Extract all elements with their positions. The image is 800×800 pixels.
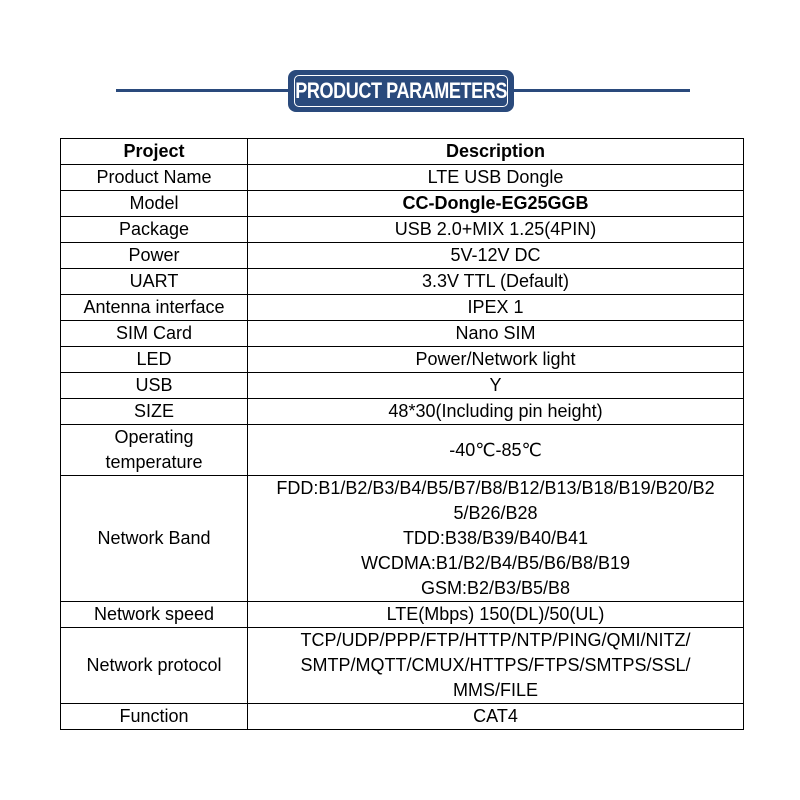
row-value — [248, 217, 744, 243]
row-value-text: 48*30(Including pin height) — [388, 401, 603, 421]
row-label — [61, 476, 248, 602]
row-value-text: LTE(Mbps) 150(DL)/50(UL) — [386, 604, 605, 624]
row-value-text: LTE USB Dongle — [427, 167, 564, 187]
model-value-text: CC-Dongle-EG25GGB — [402, 193, 589, 213]
column-header-project: Project — [61, 139, 248, 165]
table-row — [61, 295, 744, 321]
row-value — [248, 269, 744, 295]
row-label-text: Network speed — [93, 604, 215, 624]
row-value-text: FDD:B1/B2/B3/B4/B5/B7/B8/B12/B13/B18/B19/B20/B2 — [276, 478, 715, 498]
row-label-text: Network protocol — [86, 655, 222, 675]
row-label — [61, 321, 248, 347]
row-value-text: Y — [489, 375, 502, 395]
row-label-text: SIZE — [133, 401, 174, 421]
row-value — [248, 295, 744, 321]
table-row — [61, 628, 744, 704]
row-value-text: Nano SIM — [455, 323, 536, 343]
row-label-text: USB — [135, 375, 173, 395]
table-row — [61, 704, 744, 730]
header-badge-frame — [294, 75, 508, 107]
table-row — [61, 347, 744, 373]
row-label-text: Product Name — [96, 167, 212, 187]
row-value-text: CAT4 — [473, 706, 518, 726]
row-value — [248, 628, 744, 704]
table-row — [61, 243, 744, 269]
row-label — [61, 628, 248, 704]
row-label — [61, 347, 248, 373]
row-label — [61, 191, 248, 217]
row-value — [248, 425, 744, 476]
row-label — [61, 243, 248, 269]
row-value — [248, 243, 744, 269]
row-label — [61, 425, 248, 476]
row-value-text: TCP/UDP/PPP/FTP/HTTP/NTP/PING/QMI/NITZ/ — [300, 630, 691, 650]
row-value — [248, 191, 744, 217]
page-title: PRODUCT PARAMETERS — [295, 78, 507, 103]
row-value — [248, 399, 744, 425]
row-value — [248, 704, 744, 730]
row-value-text: 5V-12V DC — [450, 245, 541, 265]
table-row — [61, 425, 744, 476]
table-row — [61, 217, 744, 243]
row-value — [248, 347, 744, 373]
row-label-text: Model — [129, 193, 179, 213]
table-row — [61, 373, 744, 399]
row-value-text: 3.3V TTL (Default) — [421, 271, 570, 291]
table-row — [61, 269, 744, 295]
column-header-description: Description — [248, 139, 744, 165]
row-value — [248, 602, 744, 628]
row-label — [61, 269, 248, 295]
row-label-text: Network Band — [97, 528, 211, 548]
row-label — [61, 217, 248, 243]
row-value — [248, 321, 744, 347]
row-label — [61, 704, 248, 730]
row-value — [248, 165, 744, 191]
row-value-text: WCDMA:B1/B2/B4/B5/B6/B8/B19 — [360, 553, 631, 573]
row-label-text: Power — [128, 245, 180, 265]
header-divider-left — [116, 89, 300, 92]
row-label — [61, 295, 248, 321]
row-value-text: Power/Network light — [415, 349, 576, 369]
row-label — [61, 602, 248, 628]
row-label-text: Operating — [114, 427, 194, 447]
row-label — [61, 165, 248, 191]
row-value-text: IPEX 1 — [467, 297, 524, 317]
table-row — [61, 321, 744, 347]
table-row — [61, 191, 744, 217]
row-label-text: LED — [136, 349, 172, 369]
table-row — [61, 399, 744, 425]
table-row — [61, 165, 744, 191]
header-badge — [288, 70, 514, 112]
row-value — [248, 373, 744, 399]
row-value-text: MMS/FILE — [452, 680, 538, 700]
row-label-text: temperature — [105, 452, 203, 472]
row-label-text: Function — [119, 706, 189, 726]
header-divider-right — [502, 89, 690, 92]
row-label — [61, 399, 248, 425]
table-row — [61, 476, 744, 602]
table-header-row — [61, 139, 744, 165]
row-label-text: Antenna interface — [83, 297, 225, 317]
row-label-text: Package — [118, 219, 190, 239]
row-label — [61, 373, 248, 399]
row-value-text: GSM:B2/B3/B5/B8 — [420, 578, 571, 598]
row-value-text: SMTP/MQTT/CMUX/HTTPS/FTPS/SMTPS/SSL/ — [300, 655, 691, 675]
row-value-text: 5/B26/B28 — [453, 503, 538, 523]
row-label-text: UART — [129, 271, 179, 291]
row-value-text: USB 2.0+MIX 1.25(4PIN) — [394, 219, 597, 239]
row-value-text: TDD:B38/B39/B40/B41 — [402, 528, 589, 548]
row-value-text: -40℃-85℃ — [449, 439, 542, 460]
table-row — [61, 602, 744, 628]
row-label-text: SIM Card — [115, 323, 193, 343]
product-parameters-table — [60, 138, 744, 730]
row-value — [248, 476, 744, 602]
